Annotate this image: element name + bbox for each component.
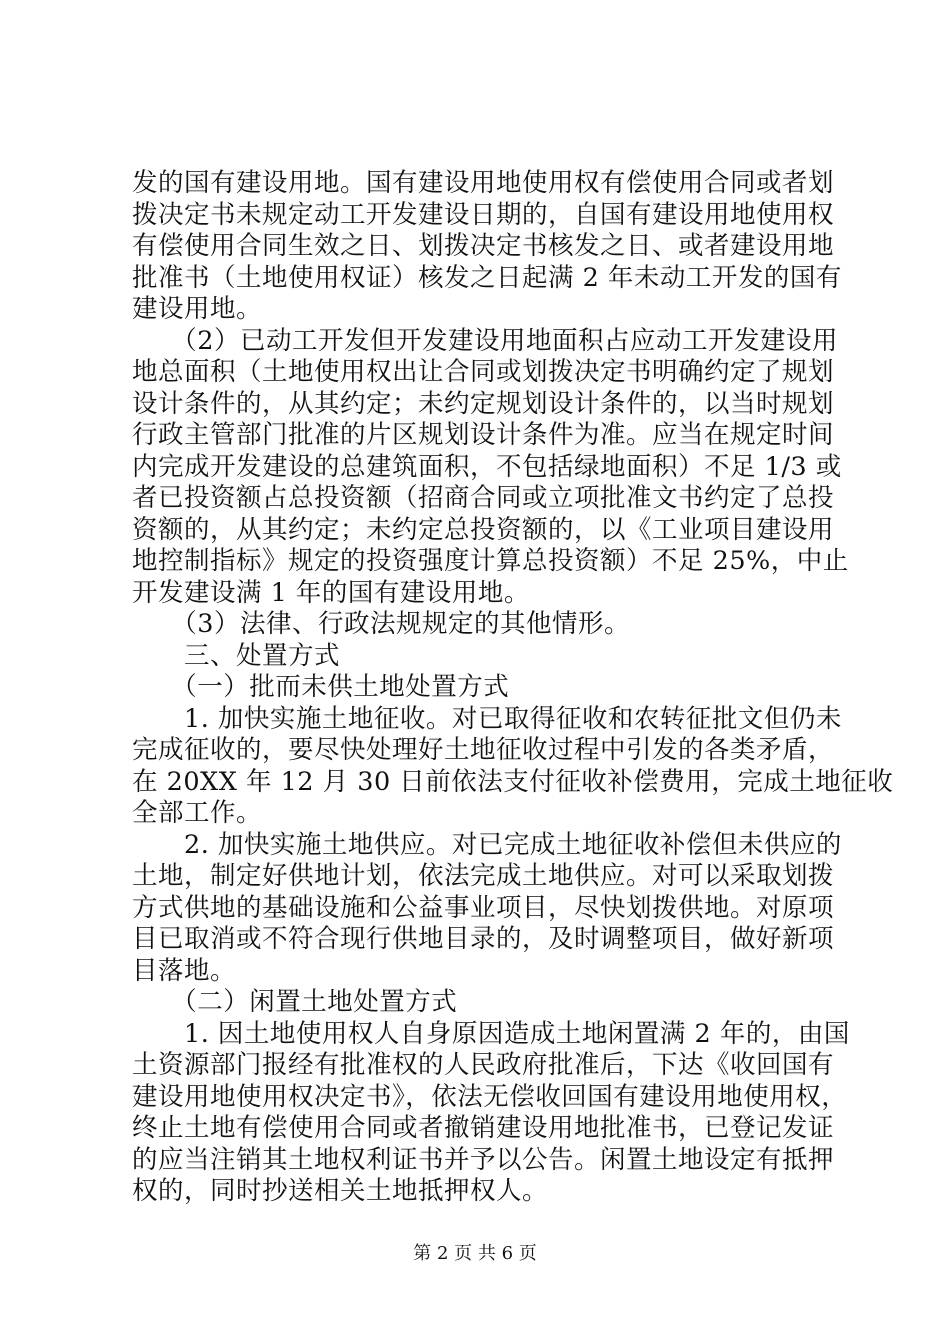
text-line: （2）已动工开发但开发建设用地面积占应动工开发建设用 — [132, 325, 838, 356]
text-line: 建设用地使用权决定书》，依法无偿收回国有建设用地使用权， — [132, 1081, 848, 1112]
text-line: 目落地。 — [132, 955, 237, 986]
text-line: 拨决定书未规定动工开发建设日期的，自国有建设用地使用权 — [132, 199, 835, 230]
page-number-label: 第 2 页 共 6 页 — [413, 1243, 537, 1264]
text-line: 终止土地有偿使用合同或者撤销建设用地批准书，已登记发证 — [132, 1113, 835, 1143]
document-body — [132, 168, 894, 1208]
text-line: 有偿使用合同生效之日、划拨决定书核发之日、或者建设用地 — [132, 231, 835, 261]
text-line: 行政主管部门批准的片区规划设计条件为准。应当在规定时间 — [132, 420, 835, 450]
text-line: 的应当注销其土地权利证书并予以公告。闲置土地设定有抵押 — [132, 1144, 835, 1175]
text-line: 土资源部门报经有批准权的人民政府批准后，下达《收回国有 — [132, 1050, 835, 1080]
text-line: 者已投资额占总投资额（招商合同或立项批准文书约定了总投 — [132, 483, 835, 513]
text-line: （一）批而未供土地处置方式 — [132, 672, 510, 702]
text-line: 开发建设满 1 年的国有建设用地。 — [132, 577, 530, 608]
text-line: 三、处置方式 — [132, 640, 341, 671]
text-line: 全部工作。 — [132, 798, 263, 828]
text-line: 设计条件的，从其约定；未约定规划设计条件的，以当时规划 — [132, 388, 835, 419]
text-line: 资额的，从其约定；未约定总投资额的，以《工业项目建设用 — [132, 514, 835, 545]
page-footer — [0, 1243, 950, 1265]
text-line: 在 20XX 年 12 月 30 日前依法支付征收补偿费用，完成土地征收 — [132, 766, 894, 797]
text-line: 建设用地。 — [132, 294, 263, 324]
text-line: 1. 因土地使用权人自身原因造成土地闲置满 2 年的，由国 — [132, 1018, 850, 1049]
text-line: 土地，制定好供地计划，依法完成土地供应。对可以采取划拨 — [132, 861, 835, 891]
text-line: 权的，同时抄送相关土地抵押权人。 — [132, 1176, 549, 1206]
text-line: （3）法律、行政法规规定的其他情形。 — [132, 609, 630, 639]
text-line: 完成征收的，要尽快处理好土地征收过程中引发的各类矛盾， — [132, 735, 835, 765]
text-line: 地总面积（土地使用权出让合同或划拨决定书明确约定了规划 — [132, 357, 835, 387]
text-line: 地控制指标》规定的投资强度计算总投资额）不足 25%，中止 — [132, 546, 849, 576]
text-line: 目已取消或不符合现行供地目录的，及时调整项目，做好新项 — [132, 924, 835, 954]
text-line: 内完成开发建设的总建筑面积，不包括绿地面积）不足 1/3 或 — [132, 451, 842, 482]
text-line: 批准书（土地使用权证）核发之日起满 2 年未动工开发的国有 — [132, 262, 842, 293]
text-line: 1. 加快实施土地征收。对已取得征收和农转征批文但仍未 — [132, 703, 842, 734]
text-line: 2. 加快实施土地供应。对已完成土地征收补偿但未供应的 — [132, 829, 842, 860]
text-line: 发的国有建设用地。国有建设用地使用权有偿使用合同或者划 — [132, 168, 835, 198]
text-line: （二）闲置土地处置方式 — [132, 987, 458, 1017]
text-line: 方式供地的基础设施和公益事业项目，尽快划拨供地。对原项 — [132, 892, 835, 923]
